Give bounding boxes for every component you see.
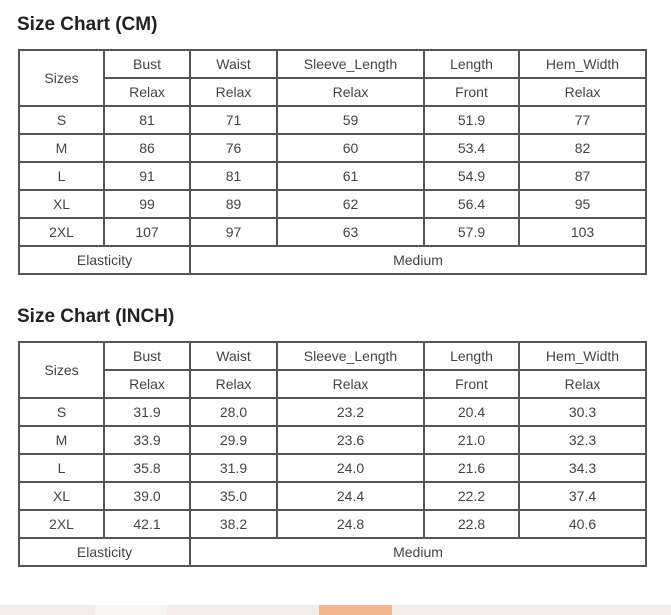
size-label-cell: M [19,134,104,162]
size-chart-cm-title: Size Chart (CM) [17,14,158,35]
table-cell: 53.4 [424,134,519,162]
table-cell: 107 [104,218,190,246]
table-subheader-row [19,78,646,106]
table-cell: 76 [190,134,277,162]
table-cell: 30.3 [519,398,646,426]
subheader-cell: Relax [190,78,277,106]
size-label-cell: 2XL [19,510,104,538]
table-cell: 62 [277,190,424,218]
size-label-cell: XL [19,190,104,218]
table-cell: 38.2 [190,510,277,538]
table-cell: 81 [104,106,190,134]
table-cell: 60 [277,134,424,162]
table-cell: 42.1 [104,510,190,538]
table-subheader-row [19,370,646,398]
subheader-cell: Relax [104,78,190,106]
subheader-cell: Relax [519,78,646,106]
subheader-cell: Front [424,78,519,106]
table-cell: 91 [104,162,190,190]
waist-header-cell: Waist [190,50,277,78]
table-cell: 40.6 [519,510,646,538]
size-label-cell: XL [19,482,104,510]
subheader-cell: Relax [519,370,646,398]
table-cell: 71 [190,106,277,134]
subheader-cell: Relax [104,370,190,398]
subheader-cell: Relax [277,78,424,106]
table-header-row [19,50,646,78]
table-cell: 81 [190,162,277,190]
table-cell: 35.0 [190,482,277,510]
waist-header-cell: Waist [190,342,277,370]
table-cell: 51.9 [424,106,519,134]
table-cell: 24.8 [277,510,424,538]
table-cell: 24.4 [277,482,424,510]
table-header-row [19,342,646,370]
table-row [19,162,646,190]
subheader-cell: Relax [277,370,424,398]
table-cell: 56.4 [424,190,519,218]
table-cell: 35.8 [104,454,190,482]
bust-header-cell: Bust [104,342,190,370]
table-cell: 23.6 [277,426,424,454]
sizes-header-cell: Sizes [19,50,104,106]
table-cell: 95 [519,190,646,218]
strip-segment [392,605,671,615]
subheader-cell: Relax [190,370,277,398]
strip-segment [95,605,167,615]
table-cell: 32.3 [519,426,646,454]
table-cell: 22.2 [424,482,519,510]
table-row [19,190,646,218]
table-row [19,106,646,134]
size-chart-cm-table [18,49,647,275]
table-row [19,134,646,162]
strip-segment [167,605,319,615]
elasticity-row [19,246,646,274]
elasticity-value-cell: Medium [190,538,646,566]
length-header-cell: Length [424,342,519,370]
strip-segment [319,605,392,615]
sleeve-length-header-cell: Sleeve_Length [277,50,424,78]
table-cell: 63 [277,218,424,246]
bust-header-cell: Bust [104,50,190,78]
elasticity-label-cell: Elasticity [19,246,190,274]
elasticity-label-cell: Elasticity [19,538,190,566]
size-label-cell: L [19,162,104,190]
length-header-cell: Length [424,50,519,78]
table-cell: 57.9 [424,218,519,246]
table-row [19,426,646,454]
elasticity-value-cell: Medium [190,246,646,274]
hem-width-header-cell: Hem_Width [519,50,646,78]
bottom-color-strip [0,605,671,615]
size-label-cell: 2XL [19,218,104,246]
table-cell: 21.0 [424,426,519,454]
size-chart-inch-table [18,341,647,567]
table-cell: 28.0 [190,398,277,426]
table-cell: 29.9 [190,426,277,454]
table-row [19,510,646,538]
table-cell: 61 [277,162,424,190]
table-cell: 31.9 [104,398,190,426]
table-row [19,398,646,426]
table-cell: 77 [519,106,646,134]
subheader-cell: Front [424,370,519,398]
table-cell: 89 [190,190,277,218]
table-cell: 39.0 [104,482,190,510]
table-cell: 103 [519,218,646,246]
table-cell: 87 [519,162,646,190]
table-cell: 82 [519,134,646,162]
size-label-cell: M [19,426,104,454]
size-chart-inch-title: Size Chart (INCH) [17,306,175,327]
table-cell: 34.3 [519,454,646,482]
table-cell: 31.9 [190,454,277,482]
table-cell: 99 [104,190,190,218]
hem-width-header-cell: Hem_Width [519,342,646,370]
table-row [19,454,646,482]
size-label-cell: S [19,398,104,426]
sleeve-length-header-cell: Sleeve_Length [277,342,424,370]
table-cell: 23.2 [277,398,424,426]
table-cell: 22.8 [424,510,519,538]
size-label-cell: S [19,106,104,134]
table-cell: 20.4 [424,398,519,426]
table-cell: 59 [277,106,424,134]
table-cell: 24.0 [277,454,424,482]
table-cell: 54.9 [424,162,519,190]
strip-segment [0,605,95,615]
table-row [19,218,646,246]
table-cell: 21.6 [424,454,519,482]
table-cell: 33.9 [104,426,190,454]
size-label-cell: L [19,454,104,482]
table-cell: 97 [190,218,277,246]
sizes-header-cell: Sizes [19,342,104,398]
elasticity-row [19,538,646,566]
table-row [19,482,646,510]
table-cell: 37.4 [519,482,646,510]
table-cell: 86 [104,134,190,162]
